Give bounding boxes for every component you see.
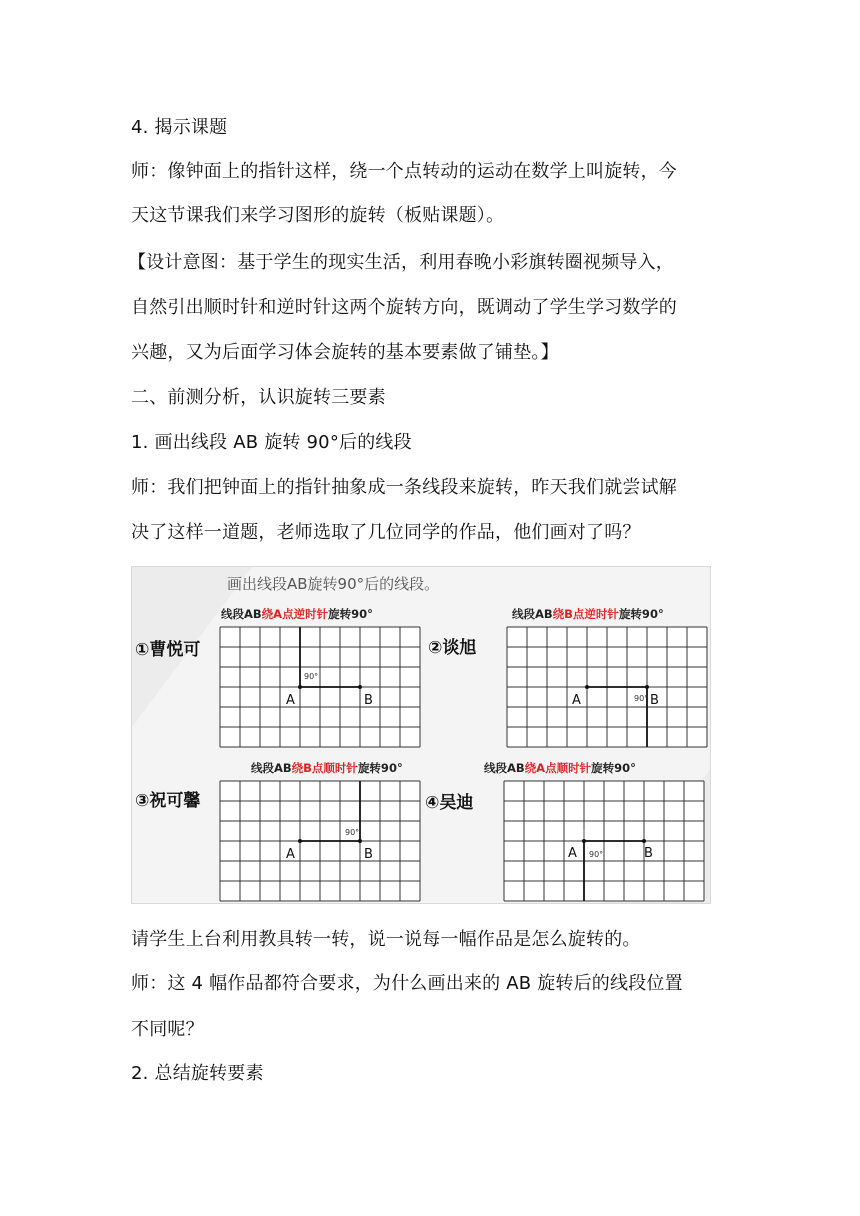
student-name: ②谈旭 <box>428 638 477 658</box>
angle-mark: 90° <box>634 694 649 703</box>
text-line: 不同呢？ <box>131 1019 204 1040</box>
panel-2 <box>428 607 707 747</box>
figure-title: 画出线段AB旋转90°后的线段。 <box>227 575 440 593</box>
text-line: 天这节课我们来学习图形的旋转（板贴课题）。 <box>131 205 505 226</box>
point-a <box>298 685 302 689</box>
label-a: A <box>286 847 295 862</box>
section-heading: 二、前测分析，认识旋转三要素 <box>131 387 386 408</box>
text-line: 自然引出顺时针和逆时针这两个旋转方向，既调动了学生学习数学的 <box>131 297 677 318</box>
angle-mark: 90° <box>304 672 319 681</box>
panel-caption: 线段AB绕B点逆时针旋转90° <box>512 607 664 621</box>
point-a <box>585 685 589 689</box>
text-line: 兴趣，又为后面学习体会旋转的基本要素做了铺垫。】 <box>131 342 559 363</box>
text-line: 师：这 4 幅作品都符合要求，为什么画出来的 AB 旋转后的线段位置 <box>131 973 683 994</box>
label-b: B <box>364 693 373 708</box>
text-line: 请学生上台利用教具转一转，说一说每一幅作品是怎么旋转的。 <box>131 929 641 950</box>
label-a: A <box>286 693 295 708</box>
text-line: 师：像钟面上的指针这样，绕一个点转动的运动在数学上叫旋转，今 <box>131 161 677 182</box>
text-line: 决了这样一道题，老师选取了几位同学的作品，他们画对了吗？ <box>131 522 641 543</box>
text-line: 4. 揭示课题 <box>131 117 228 138</box>
point-a <box>298 839 302 843</box>
panel-4 <box>425 761 704 901</box>
label-b: B <box>364 847 373 862</box>
text-line: 1. 画出线段 AB 旋转 90°后的线段 <box>131 432 412 453</box>
panel-caption: 线段AB绕A点逆时针旋转90° <box>221 607 373 621</box>
student-name: ①曹悦可 <box>135 640 201 660</box>
point-b <box>358 839 362 843</box>
student-name: ④吴迪 <box>425 793 474 813</box>
label-b: B <box>650 693 659 708</box>
student-work-figure <box>131 566 711 904</box>
text-line: 【设计意图：基于学生的现实生活，利用春晚小彩旗转圈视频导入， <box>128 252 674 273</box>
panel-caption: 线段AB绕A点顺时针旋转90° <box>484 761 636 775</box>
label-a: A <box>568 846 577 861</box>
section-heading: 2. 总结旋转要素 <box>131 1063 264 1084</box>
figure-svg <box>132 567 711 904</box>
student-name: ③祝可馨 <box>135 791 201 811</box>
text-line: 师：我们把钟面上的指针抽象成一条线段来旋转，昨天我们就尝试解 <box>131 477 677 498</box>
panel-caption: 线段AB绕B点顺时针旋转90° <box>251 761 403 775</box>
label-b: B <box>644 846 653 861</box>
point-b <box>358 685 362 689</box>
point-b <box>642 839 646 843</box>
angle-mark: 90° <box>345 828 360 837</box>
point-b <box>645 685 649 689</box>
point-a <box>582 839 586 843</box>
panel-3 <box>135 761 420 901</box>
label-a: A <box>572 693 581 708</box>
angle-mark: 90° <box>589 850 604 859</box>
